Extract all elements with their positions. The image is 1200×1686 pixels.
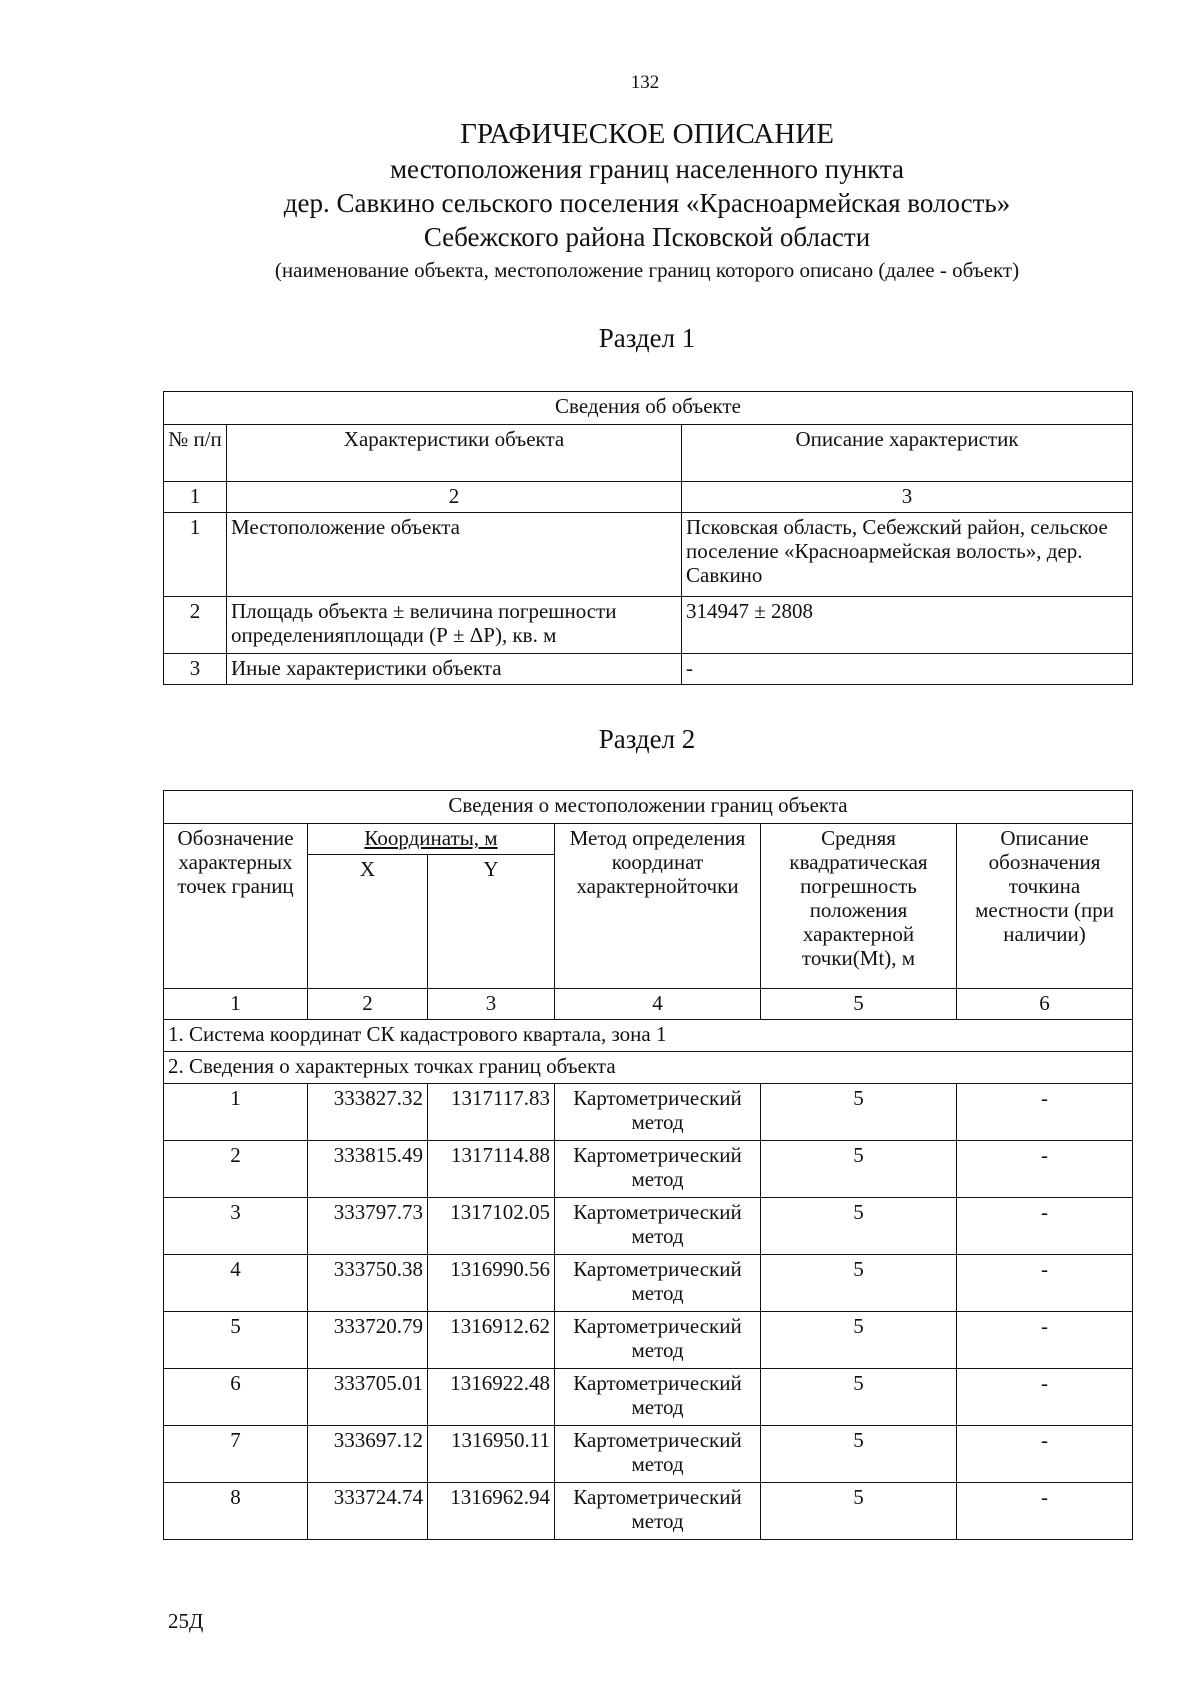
document-subtitle-line-2: дер. Савкино сельского поселения «Красноармейская волость» — [283, 188, 1011, 218]
description-cell: - — [682, 654, 1133, 685]
error-cell: 5 — [761, 1426, 957, 1483]
error-cell: 5 — [761, 1312, 957, 1369]
column-header-method: Метод определения координат характернойточки — [555, 824, 761, 989]
point-description: - — [957, 1483, 1133, 1540]
column-number: 4 — [555, 989, 761, 1020]
section-2-heading: Раздел 2 — [598, 724, 696, 754]
column-header-description: Описание обозначения точкина местности (при наличии) — [957, 824, 1133, 989]
column-number: 1 — [164, 482, 227, 513]
column-header-error: Средняя квадратическая погрешность положения характерной точки(Mt), м — [761, 824, 957, 989]
point-description: - — [957, 1426, 1133, 1483]
column-header: Характеристики объекта — [227, 425, 682, 482]
error-cell: 5 — [761, 1084, 957, 1141]
coord-x: 333797.73 — [308, 1198, 428, 1255]
characteristic-cell: Площадь объекта ± величина погрешности определенияплощади (Р ± ΔР), кв. м — [227, 597, 682, 654]
column-header-coordinates: Координаты, м — [308, 824, 555, 855]
points-section-row: 2. Сведения о характерных точках границ объекта — [164, 1052, 1133, 1084]
method-cell: Картометрический метод — [555, 1255, 761, 1312]
document-subtitle-line-1: местоположения границ населенного пункта — [389, 154, 905, 184]
characteristic-cell: Иные характеристики объекта — [227, 654, 682, 685]
table-row — [164, 1426, 1133, 1483]
point-id: 1 — [164, 1084, 308, 1141]
point-description: - — [957, 1312, 1133, 1369]
column-number: 3 — [428, 989, 555, 1020]
point-id: 7 — [164, 1426, 308, 1483]
column-number: 1 — [164, 989, 308, 1020]
point-id: 6 — [164, 1369, 308, 1426]
page-number: 132 — [630, 72, 660, 93]
point-description: - — [957, 1198, 1133, 1255]
point-id: 2 — [164, 1141, 308, 1198]
point-description: - — [957, 1255, 1133, 1312]
column-header-y: Y — [428, 855, 555, 989]
point-id: 5 — [164, 1312, 308, 1369]
error-cell: 5 — [761, 1141, 957, 1198]
coord-x: 333724.74 — [308, 1483, 428, 1540]
error-cell: 5 — [761, 1255, 957, 1312]
table-row — [164, 1084, 1133, 1141]
column-number: 3 — [682, 482, 1133, 513]
document-subtitle-line-3: Себежского района Псковской области — [423, 222, 871, 252]
coord-x: 333827.32 — [308, 1084, 428, 1141]
document-title: ГРАФИЧЕСКОЕ ОПИСАНИЕ — [460, 118, 834, 150]
table-row — [164, 654, 1133, 685]
column-number: 6 — [957, 989, 1133, 1020]
method-cell: Картометрический метод — [555, 1426, 761, 1483]
table-row — [164, 1198, 1133, 1255]
method-cell: Картометрический метод — [555, 1312, 761, 1369]
coord-x: 333705.01 — [308, 1369, 428, 1426]
table-row — [164, 597, 1133, 654]
method-cell: Картометрический метод — [555, 1369, 761, 1426]
column-header-point-designation: Обозначение характерных точек границ — [164, 824, 308, 989]
coord-y: 1316990.56 — [428, 1255, 555, 1312]
error-cell: 5 — [761, 1483, 957, 1540]
method-cell: Картометрический метод — [555, 1483, 761, 1540]
table-row — [164, 1483, 1133, 1540]
coord-x: 333750.38 — [308, 1255, 428, 1312]
document-title-block — [162, 116, 1132, 284]
coord-y: 1317114.88 — [428, 1141, 555, 1198]
table-row — [164, 513, 1133, 597]
coord-x: 333697.12 — [308, 1426, 428, 1483]
coord-x: 333815.49 — [308, 1141, 428, 1198]
coord-y: 1316962.94 — [428, 1483, 555, 1540]
table-row — [164, 1369, 1133, 1426]
table-row — [164, 1255, 1133, 1312]
method-cell: Картометрический метод — [555, 1141, 761, 1198]
error-cell: 5 — [761, 1369, 957, 1426]
object-info-table — [163, 391, 1133, 685]
footer-code: 25Д — [168, 1609, 204, 1633]
column-header-x: X — [308, 855, 428, 989]
point-id: 8 — [164, 1483, 308, 1540]
coordinate-system-row: 1. Система координат СК кадастрового квартала, зона 1 — [164, 1020, 1133, 1052]
coord-y: 1316922.48 — [428, 1369, 555, 1426]
point-description: - — [957, 1084, 1133, 1141]
description-cell: 314947 ± 2808 — [682, 597, 1133, 654]
column-header: № п/п — [164, 425, 227, 482]
column-header: Описание характеристик — [682, 425, 1133, 482]
coord-y: 1316950.11 — [428, 1426, 555, 1483]
table-caption: Сведения об объекте — [164, 392, 1133, 425]
table-row — [164, 1141, 1133, 1198]
column-number: 5 — [761, 989, 957, 1020]
characteristic-cell: Местоположение объекта — [227, 513, 682, 597]
table-caption: Сведения о местоположении границ объекта — [164, 791, 1133, 824]
coord-x: 333720.79 — [308, 1312, 428, 1369]
coord-y: 1317102.05 — [428, 1198, 555, 1255]
boundary-points-table — [163, 790, 1133, 1540]
section-1-heading: Раздел 1 — [598, 323, 696, 353]
method-cell: Картометрический метод — [555, 1198, 761, 1255]
row-number: 3 — [164, 654, 227, 685]
point-description: - — [957, 1141, 1133, 1198]
object-name-note: (наименование объекта, местоположение границ которого описано (далее - объект) — [274, 258, 1020, 282]
coord-y: 1316912.62 — [428, 1312, 555, 1369]
row-number: 2 — [164, 597, 227, 654]
column-number: 2 — [227, 482, 682, 513]
error-cell: 5 — [761, 1198, 957, 1255]
table-row — [164, 1312, 1133, 1369]
row-number: 1 — [164, 513, 227, 597]
method-cell: Картометрический метод — [555, 1084, 761, 1141]
point-id: 4 — [164, 1255, 308, 1312]
point-description: - — [957, 1369, 1133, 1426]
coord-y: 1317117.83 — [428, 1084, 555, 1141]
description-cell: Псковская область, Себежский район, сельское поселение «Красноармейская волость», дер. Савкино — [682, 513, 1133, 597]
point-id: 3 — [164, 1198, 308, 1255]
column-number: 2 — [308, 989, 428, 1020]
